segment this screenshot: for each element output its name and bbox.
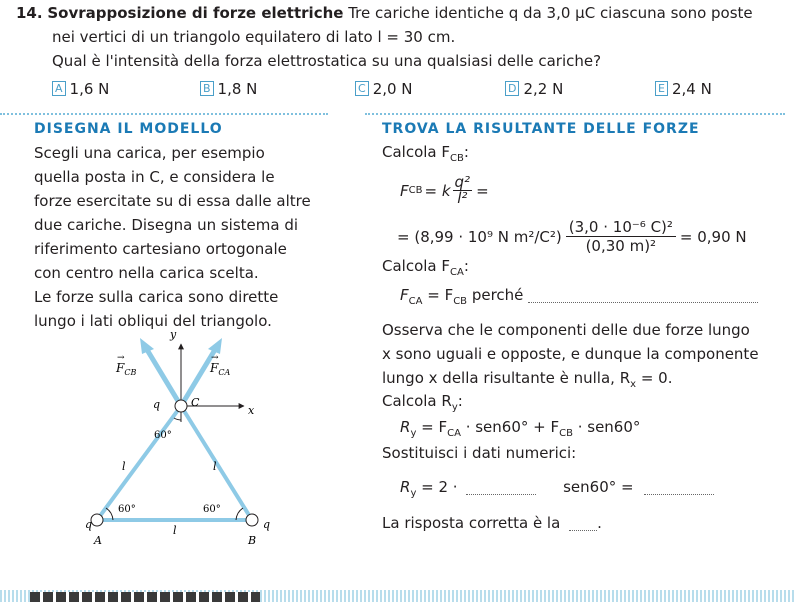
left-heading: DISEGNA IL MODELLO xyxy=(34,121,223,137)
option-value: 1,6 N xyxy=(69,80,110,98)
vertex-c-label: C xyxy=(191,396,200,409)
angle-c-label: 60° xyxy=(154,430,172,441)
formula-fcb: F CB = k $\frac{\text{q²}}{\text{l²}}$ = xyxy=(400,173,489,207)
force-ca-label: $F_{CA}$ xyxy=(210,361,231,377)
option-letter: C xyxy=(355,81,369,96)
divider-left xyxy=(0,113,328,115)
charge-c xyxy=(175,400,187,412)
option-b[interactable] xyxy=(200,80,257,98)
option-d[interactable] xyxy=(505,80,563,98)
formula-ry: $R_y = F_{CA} \cdot sen60^\circ + F_{CB} \cdot sen60^\circ$ xyxy=(400,418,641,439)
option-a[interactable] xyxy=(52,80,109,98)
fraction-q2-l2: $\frac{\text{q²}}{\text{l²}}$ xyxy=(454,173,471,207)
left-line-2: quella posta in C, e considera le xyxy=(34,168,275,186)
force-cb-arrow-over: → xyxy=(117,353,125,363)
problem-line2: nei vertici di un triangolo equilatero di lato l = 30 cm. xyxy=(52,28,456,46)
problem-line1: Tre cariche identiche q da 3,0 µC ciascuna sono poste xyxy=(348,4,753,22)
problem-title: Sovrapposizione di forze elettriche xyxy=(47,4,344,22)
force-cb-arrowhead xyxy=(140,338,154,354)
force-ca-arrowhead xyxy=(208,338,222,354)
left-line-8: lungo i lati obliqui del triangolo. xyxy=(34,312,272,330)
y-axis-label: y xyxy=(170,328,177,341)
observe-line-2: x sono uguali e opposte, e dunque la componente xyxy=(382,345,759,363)
side-ca xyxy=(97,406,181,520)
calc-fcb: Calcola $F_{CB}$: xyxy=(382,143,469,164)
vertex-a-label: A xyxy=(94,534,102,547)
force-ca-arrow-over: → xyxy=(211,353,219,363)
calc-fca: Calcola $F_{CA}$: xyxy=(382,257,469,278)
force-cb-vector xyxy=(146,348,181,406)
angle-a-label: 60° xyxy=(118,504,136,515)
right-heading: TROVA LA RISULTANTE DELLE FORZE xyxy=(382,121,700,137)
problem-number: 14. xyxy=(16,4,43,22)
charge-a-label: q xyxy=(85,518,93,531)
footer-heading-strip xyxy=(30,592,260,602)
blank-reason[interactable] xyxy=(528,288,758,303)
triangle-diagram xyxy=(70,322,290,552)
formula-ry-numeric: $R_y = 2 \cdot sen60^\circ$ = xyxy=(400,478,714,499)
option-value: 2,2 N xyxy=(523,80,564,98)
equation-fca-fcb: $F_{CA} = F_{CB}$ perché xyxy=(400,286,758,307)
side-cb-label: l xyxy=(213,460,217,473)
charge-c-label: q xyxy=(153,398,161,411)
left-line-3: forze esercitate su di essa dalle altre xyxy=(34,192,311,210)
option-letter: A xyxy=(52,81,66,96)
x-axis-label: x xyxy=(248,404,255,417)
charge-b xyxy=(246,514,258,526)
left-line-7: Le forze sulla carica sono dirette xyxy=(34,288,279,306)
force-cb-label: $F_{CB}$ xyxy=(116,361,137,377)
option-letter: D xyxy=(505,81,519,96)
left-line-1: Scegli una carica, per esempio xyxy=(34,144,265,162)
option-value: 2,4 N xyxy=(671,80,712,98)
vertex-b-label: B xyxy=(248,534,257,547)
charge-a xyxy=(91,514,103,526)
calc-ry: Calcola $R_y$: xyxy=(382,392,463,413)
angle-c-arc xyxy=(174,418,181,420)
blank-force[interactable] xyxy=(466,480,536,495)
blank-result[interactable] xyxy=(644,480,714,495)
charge-b-label: q xyxy=(263,518,271,531)
formula-substitution: = (8,99 · 10⁹ N m²/C²) $\frac{\text{(3,0 · 10⁻⁶ C)²}}{\text{(0,30 m)²}}$ = 0,90 N xyxy=(397,218,747,255)
side-ab-label: l xyxy=(173,524,177,537)
option-letter: B xyxy=(200,81,214,96)
observe-line-1: Osserva che le componenti delle due forze lungo xyxy=(382,321,750,339)
option-value: 2,0 N xyxy=(372,80,413,98)
side-ca-label: l xyxy=(122,460,126,473)
divider-right xyxy=(365,113,785,115)
option-e[interactable] xyxy=(655,80,712,98)
answer-line: La risposta corretta è la . xyxy=(382,514,602,532)
option-c[interactable] xyxy=(355,80,413,98)
left-line-6: con centro nella carica scelta. xyxy=(34,264,259,282)
left-line-4: due cariche. Disegna un sistema di xyxy=(34,216,299,234)
blank-answer[interactable] xyxy=(569,516,597,531)
problem-header xyxy=(16,4,753,22)
problem-question: Qual è l'intensità della forza elettrostatica su una qualsiasi delle cariche? xyxy=(52,52,602,70)
option-letter: E xyxy=(655,81,668,96)
option-value: 1,8 N xyxy=(217,80,258,98)
observe-line-3: lungo x della risultante è nulla, $R_x = 0$. xyxy=(382,369,673,390)
left-line-5: riferimento cartesiano ortogonale xyxy=(34,240,287,258)
angle-b-label: 60° xyxy=(203,504,221,515)
substitute-label: Sostituisci i dati numerici: xyxy=(382,444,577,462)
